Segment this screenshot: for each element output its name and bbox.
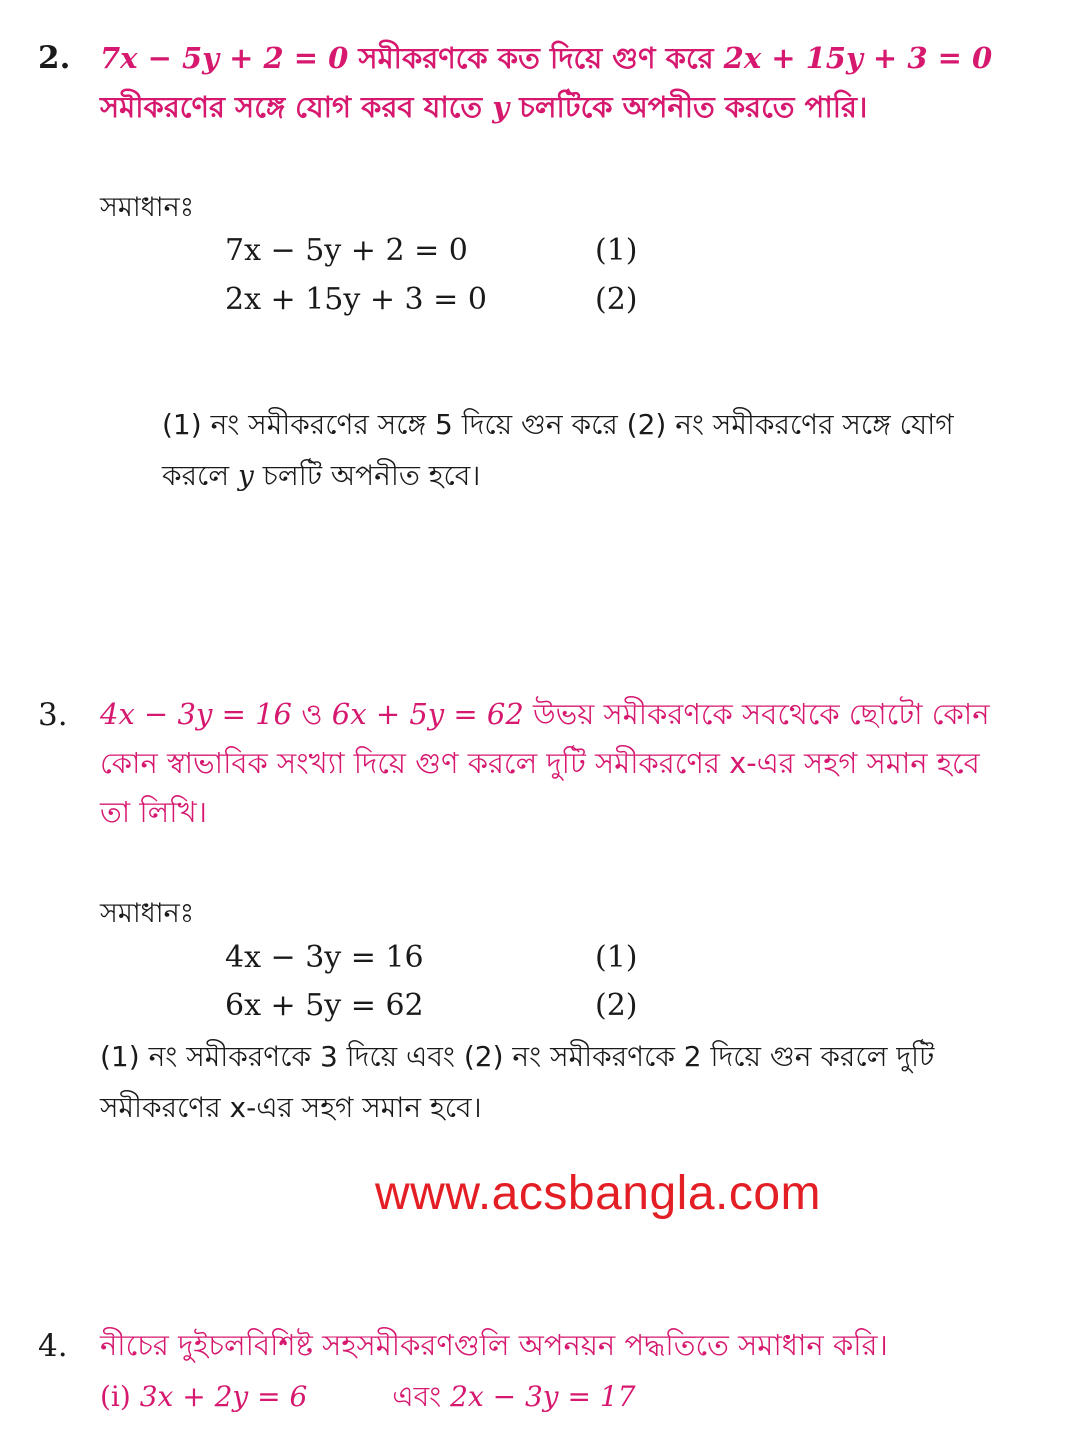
question-4-text bbox=[100, 1321, 1040, 1370]
question-3-line2: কোন স্বাভাবিক সংখ্যা দিয়ে গুণ করলে দুটি সমীকরণের x-এর সহগ সমান হবে bbox=[100, 746, 980, 780]
question-2-eq2-number: (2) bbox=[595, 282, 638, 317]
question-4-instruction: নীচের দুইচলবিশিষ্ট সহসমীকরণগুলি অপনয়ন পদ্ধতিতে সমাধান করি। bbox=[100, 1328, 888, 1362]
question-3-line3: তা লিখি। bbox=[100, 795, 208, 829]
question-2-text bbox=[100, 34, 1040, 132]
question-3-text bbox=[100, 690, 1040, 837]
question-3-eq2: 6x + 5y = 62 bbox=[225, 988, 424, 1023]
question-3-answer bbox=[100, 1031, 1040, 1133]
question-4-subpart bbox=[100, 1371, 1040, 1422]
question-4-sub-label: (i) bbox=[100, 1380, 140, 1413]
question-3-number: 3. bbox=[38, 697, 68, 733]
question-2-eq1-number: (1) bbox=[595, 233, 638, 268]
question-3-equation-b: 6x + 5y = 62 bbox=[331, 697, 524, 731]
question-3-equation-a: 4x − 3y = 16 bbox=[100, 697, 293, 731]
question-2-eq2: 2x + 15y + 3 = 0 bbox=[225, 282, 487, 317]
website-watermark: www.acsbangla.com bbox=[375, 1167, 822, 1220]
question-3-eq2-number: (2) bbox=[595, 988, 638, 1023]
question-3-solution-label: সমাধানঃ bbox=[100, 898, 195, 929]
question-2-number: 2. bbox=[38, 40, 71, 76]
question-2-text-a: সমীকরণকে কত দিয়ে গুণ করে bbox=[348, 41, 724, 75]
question-2-eq1: 7x − 5y + 2 = 0 bbox=[225, 233, 468, 268]
question-2-answer-line1: (1) নং সমীকরণের সঙ্গে 5 দিয়ে গুন করে (2) নং সমীকরণের সঙ্গে যোগ bbox=[162, 408, 954, 441]
question-2-equation-b: 2x + 15y + 3 = 0 bbox=[723, 41, 993, 75]
question-4-sub-eq-b: 2x − 3y = 17 bbox=[450, 1380, 636, 1413]
question-3-text-b: উভয় সমীকরণকে সবথেকে ছোটো কোন bbox=[523, 697, 990, 731]
question-4-sub-connector: এবং bbox=[392, 1380, 451, 1413]
question-2-text-b: সমীকরণের সঙ্গে যোগ করব যাতে bbox=[100, 90, 493, 124]
question-2-equation-a: 7x − 5y + 2 = 0 bbox=[100, 41, 349, 75]
question-4-number: 4. bbox=[38, 1328, 68, 1364]
question-2-solution-label: সমাধানঃ bbox=[100, 192, 195, 223]
question-2-text-c: চলটিকে অপনীত করতে পারি। bbox=[509, 90, 868, 124]
question-2-answer-line2-post: চলটি অপনীত হবে। bbox=[253, 459, 481, 492]
question-2-answer-line2-pre: করলে bbox=[162, 459, 239, 492]
question-2-variable: y bbox=[492, 90, 510, 124]
question-4-sub-eq-a: 3x + 2y = 6 bbox=[139, 1380, 308, 1413]
question-2-answer bbox=[162, 399, 1040, 501]
question-3-text-a: ও bbox=[292, 697, 332, 731]
question-3-answer-line1: (1) নং সমীকরণকে 3 দিয়ে এবং (2) নং সমীকরণকে 2 দিয়ে গুন করলে দুটি bbox=[100, 1040, 935, 1073]
question-3-eq1-number: (1) bbox=[595, 940, 638, 975]
question-3-answer-line2: সমীকরণের x-এর সহগ সমান হবে। bbox=[100, 1091, 482, 1124]
question-3-eq1: 4x − 3y = 16 bbox=[225, 940, 424, 975]
question-2-answer-variable: y bbox=[238, 459, 254, 492]
